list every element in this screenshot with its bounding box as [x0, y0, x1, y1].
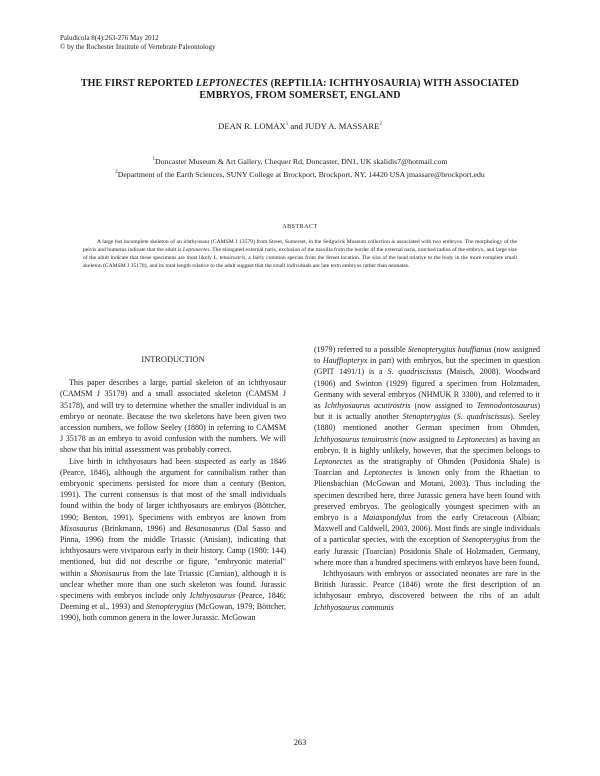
left-column [60, 348, 286, 624]
author-lomax: DEAN R. LOMAX [218, 121, 286, 131]
abstract-body: A large but incomplete skeleton of an ichthyosaur (CAMSM J 13579) from Street, Somerset, in the Sedgwick Museum collection is associated with two embryos. The morphology of the pelvis and humerus indicate that the adult is Leptonectes. The elongated external naris, exclusion of the maxilla from the border of the external naris, notched radius of the embryo, and large size of the adult indicate that these specimens are most likely L. tenuirostris, a fairly common species from the Street location. The size of the head relative to the body in the more complete small skeleton (CAMSM J 35178), and its total length relative to the adult suggest that the small individuals are late term embryos rather than neonates. [83, 239, 517, 269]
intro-paragraph-2-continued: (1979) referred to a possible Stenopterygius hauffianus (now assigned to Hauffiopteryx in part) with embryos, but the specimen in question (GPIT 1491/1) is a S. quadriscissus (Maisch, 2008). Woodward (1906) and Swinton (1929) figured a specimen from Holzmaden, Germany with several embryos (NHMUK R 3300), and referred to it as Ichthyosaurus acutirostris (now assigned to Temnodontosaurus) but it is actually another Stenopterygius (S. quadriscissus). Seeley (1880) mentioned another German specimen from Ohmden, Ichthyosaurus tenuirostris (now assigned to Leptonectes) as having an embryo. It is highly unlikely, however, that the specimen belongs to Leptonectes as the stratigraphy of Ohmden (Posidonia Shale) is Toarcian and Leptonectes is known only from the Rhaetian to Pliensbachian (McGowan and Motani, 2003). Thus including the specimen described here, three Jurassic genera have been found with preserved embryos. The geologically youngest specimen with an embryo is a Maiaspondylus from the early Cretaceous (Albian; Maxwell and Caldwell, 2003, 2006). Most finds are single individuals of a particular species, with the exception of Stenopterygius from the early Jurassic (Toarcian) Posidonia Shale of Holzmaden, Germany, where more than a hundred specimens with embryos have been found. [314, 345, 541, 567]
intro-paragraph-3: Ichthyosaurs with embryos or associated neonates are rare in the British Jurassic. Pearce (1846) wrote the first description of an ichthyosaur embryo, discovered between the ribs of an adult Ichthyosaurus communis [314, 569, 540, 612]
affiliation-1: $^1$Doncaster Museum & Art Gallery, Chequer Rd, Doncaster, DN1, UK skalidis7@hotmail.com [152, 157, 448, 166]
affiliations [55, 154, 545, 180]
section-heading-introduction: INTRODUCTION [141, 355, 205, 364]
affiliation-2: $^2$Department of the Earth Sciences, SUNY College at Brockport, Brockport, NY, 14420 USA jmassare@brockport.edu [115, 170, 485, 179]
right-column [314, 344, 540, 613]
abstract-heading: ABSTRACT [282, 224, 318, 230]
page-number: 263 [293, 738, 307, 747]
author-massare: JUDY A. MASSARE [304, 121, 380, 131]
paper-title: THE FIRST REPORTED LEPTONECTES (REPTILIA: ICHTHYOSAURIA) WITH ASSOCIATED EMBRYOS, FROM SOMERSET, ENGLAND [80, 78, 520, 101]
author-line: DEAN R. LOMAX$^1$ and JUDY A. MASSARE$^2$ [218, 121, 382, 131]
journal-header [60, 34, 215, 52]
journal-copyright: © by the Rochester Institute of Vertebrate Paleontology [60, 43, 216, 51]
journal-citation: Paludicola 8(4):263-276 May 2012 [60, 34, 159, 42]
intro-paragraph-2: Live birth in ichthyosaurs had been suspected as early as 1846 (Pearce, 1846), although the argument for cannibalism rather than embryonic specimens persisted for more than a century (Benton, 1991). The current consensus is that most of the small individuals found within the body of larger ichthyosaurs are embryos (Böttcher, 1990; Benton, 1991). Specimens with embryos are known from Mixosaurus (Brinkmann, 1996) and Besanosaurus (Dal Sasso and Pinna, 1996) from the middle Triassic (Anisian), indicating that ichthyosaurs were viviparous early in their history. Camp (1980: 144) mentioned, but did not describe or figure, "embryonic material" within a Shonisaurus from the late Triassic (Carnian), although it is unclear whether more than one such skeleton was found. Jurassic specimens with embryos include only Ichthyosaurus (Pearce, 1846; Deeming et al., 1993) and Stenopterygius (McGowan, 1979; Böttcher, 1990), both common genera in the lower Jurassic. McGowan [60, 456, 287, 623]
intro-paragraph-1: This paper describes a large, partial skeleton of an ichthyosaur (CAMSM J 35179) and a small associated skeleton (CAMSM J 35178), and will try to determine whether the smaller individual is an embryo or neonate. Because the two skeletons have been given two accession numbers, we follow Seeley (1880) in referring to CAMSM J 35178 as an embryo to avoid confusion with the numbers. We will show that his initial assessment was probably correct. [60, 378, 286, 455]
